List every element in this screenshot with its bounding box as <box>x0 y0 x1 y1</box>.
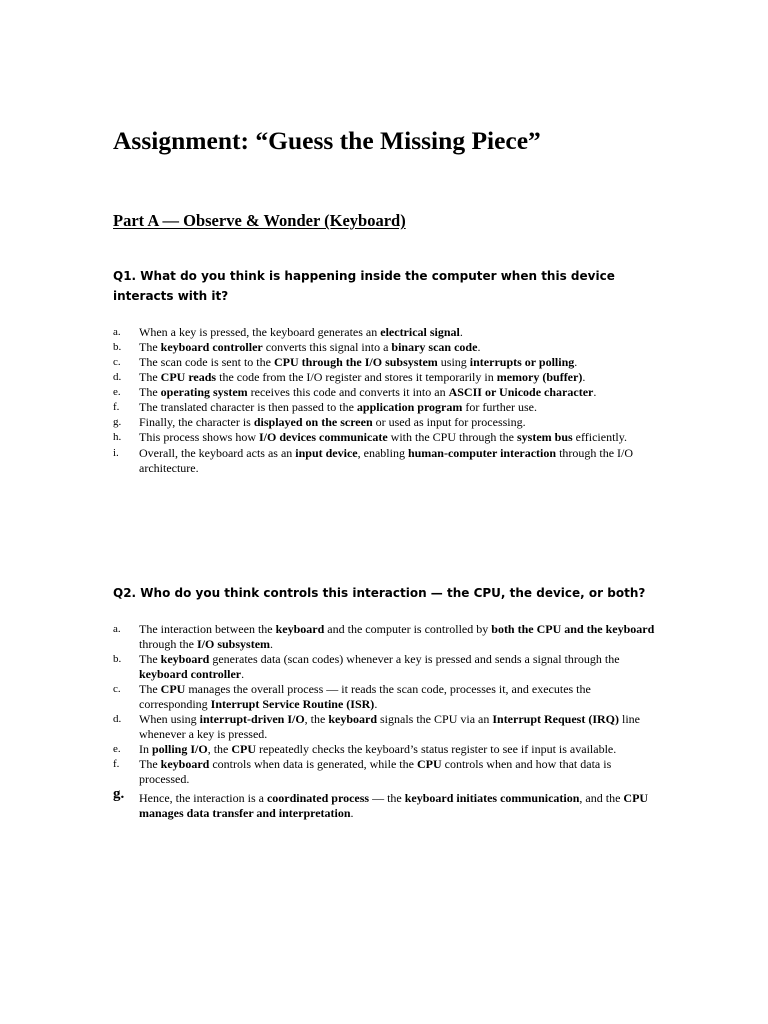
answer-item <box>113 786 658 821</box>
answer-text: The <box>139 340 161 354</box>
answer-text: The <box>139 682 161 696</box>
answer-marker: d. <box>113 713 122 725</box>
answer-text: The <box>139 757 161 771</box>
answer-text: controls when data is generated, while the <box>209 757 417 771</box>
answer-text: . <box>477 340 481 354</box>
answer-item <box>113 400 658 415</box>
answer-text: The <box>139 385 161 399</box>
answer-text: When using <box>139 712 200 726</box>
answer-text: and the computer is controlled by <box>324 622 492 636</box>
answer-marker: d. <box>113 371 122 383</box>
answer-text: — the <box>369 791 405 805</box>
answer-text: through the I/O architecture. <box>139 446 634 475</box>
answer-text: The scan code is sent to the <box>139 355 274 369</box>
answer-emphasis: displayed on the screen <box>253 415 373 429</box>
answer-text: efficiently. <box>572 430 627 444</box>
question-2: Q2. Who do you think controls this interaction — the CPU, the device, or both? <box>113 586 646 600</box>
answer-item <box>113 355 658 370</box>
answer-text: The <box>139 652 161 666</box>
answer-text: Finally, the character is <box>139 415 254 429</box>
answer-text: Overall, the keyboard acts as an <box>139 446 296 460</box>
answer-emphasis: coordinated process <box>266 791 370 805</box>
answer-text: When a key is pressed, the keyboard generates an <box>139 325 381 339</box>
answer-marker: c. <box>113 683 121 695</box>
answer-marker: f. <box>113 401 120 413</box>
question-1: Q1. What do you think is happening inside the computer when this device interacts with it? <box>113 269 615 303</box>
answer-emphasis: Interrupt Request (IRQ) <box>492 712 619 726</box>
answer-item <box>113 757 658 787</box>
answer-emphasis: Interrupt Service Routine (ISR) <box>210 697 375 711</box>
document-title: Assignment: “Guess the Missing Piece” <box>113 126 541 155</box>
answer-text: Hence, the interaction is a <box>139 791 267 805</box>
answer-marker: h. <box>113 431 122 443</box>
answer-emphasis: keyboard controller <box>160 340 263 354</box>
answer-item <box>113 430 658 445</box>
answer-text: . <box>459 325 463 339</box>
answer-text: . <box>374 697 378 711</box>
answer-text: , the <box>304 712 329 726</box>
answer-emphasis: I/O subsystem <box>197 637 271 651</box>
answer-emphasis: system bus <box>516 430 573 444</box>
answer-emphasis: CPU <box>231 742 257 756</box>
answer-text: using <box>437 355 470 369</box>
answer-text: The <box>139 370 161 384</box>
answer-emphasis: ASCII or Unicode character <box>448 385 594 399</box>
answer-marker: a. <box>113 623 121 635</box>
answer-marker: b. <box>113 341 122 353</box>
answer-text: The translated character is then passed to the <box>139 400 357 414</box>
answer-marker: f. <box>113 758 120 770</box>
answer-text: signals the CPU via an <box>377 712 493 726</box>
answer-item <box>113 446 658 476</box>
answer-marker: e. <box>113 743 121 755</box>
answer-text: generates data (scan codes) whenever a key is pressed and sends a signal through the <box>209 652 620 666</box>
answer-text: , enabling <box>357 446 408 460</box>
answer-emphasis: CPU <box>160 682 186 696</box>
answer-text: . <box>241 667 245 681</box>
answer-item <box>113 385 658 400</box>
answer-item <box>113 712 658 742</box>
answer-item <box>113 622 658 652</box>
answer-text: converts this signal into a <box>262 340 392 354</box>
answer-item <box>113 682 658 712</box>
question-1-answers <box>113 325 658 476</box>
answer-emphasis: keyboard <box>275 622 325 636</box>
answer-text: with the CPU through the <box>387 430 517 444</box>
answer-text: repeatedly checks the keyboard’s status register to see if input is available. <box>256 742 617 756</box>
answer-text: , and the <box>579 791 624 805</box>
answer-emphasis: memory (buffer) <box>496 370 583 384</box>
answer-emphasis: I/O devices communicate <box>259 430 388 444</box>
answer-emphasis: keyboard <box>328 712 378 726</box>
answer-emphasis: CPU through the I/O subsystem <box>273 355 438 369</box>
answer-text: , the <box>207 742 232 756</box>
answer-text: the code from the I/O register and stores it temporarily in <box>216 370 497 384</box>
answer-emphasis: keyboard initiates communication <box>404 791 580 805</box>
answer-text: for further use. <box>462 400 538 414</box>
answer-item <box>113 325 658 340</box>
answer-emphasis: interrupts or polling <box>469 355 575 369</box>
answer-marker: c. <box>113 356 121 368</box>
answer-emphasis: CPU manages data transfer and interpretation <box>139 791 649 820</box>
answer-text: . <box>582 370 586 384</box>
answer-emphasis: keyboard <box>160 757 210 771</box>
answer-text: . <box>350 806 354 820</box>
answer-text: The interaction between the <box>139 622 276 636</box>
answer-emphasis: binary scan code <box>391 340 478 354</box>
answer-text: . <box>593 385 597 399</box>
answer-text: manages the overall process — it reads the scan code, processes it, and executes the corresponding <box>139 682 591 711</box>
answer-marker: i. <box>113 447 119 459</box>
answer-emphasis: keyboard <box>160 652 210 666</box>
answer-marker: e. <box>113 386 121 398</box>
answer-text: receives this code and converts it into an <box>247 385 449 399</box>
answer-text: . <box>574 355 578 369</box>
answer-emphasis: interrupt-driven I/O <box>199 712 305 726</box>
answer-item <box>113 742 658 757</box>
answer-marker: g. <box>113 416 122 428</box>
answer-emphasis: CPU reads <box>160 370 217 384</box>
answer-item <box>113 415 658 430</box>
answer-emphasis: keyboard controller <box>139 667 242 681</box>
answer-text: . <box>270 637 274 651</box>
answer-marker: g. <box>113 786 125 802</box>
answer-emphasis: polling I/O <box>152 742 208 756</box>
answer-item <box>113 340 658 355</box>
answer-item <box>113 370 658 385</box>
part-a-heading: Part A — Observe & Wonder (Keyboard) <box>113 211 406 230</box>
answer-emphasis: input device <box>295 446 358 460</box>
answer-text: This process shows how <box>139 430 259 444</box>
answer-emphasis: human-computer interaction <box>407 446 557 460</box>
answer-emphasis: both the CPU and the keyboard <box>491 622 655 636</box>
answer-emphasis: electrical signal <box>380 325 460 339</box>
answer-marker: a. <box>113 326 121 338</box>
answer-item <box>113 652 658 682</box>
answer-emphasis: CPU <box>416 757 442 771</box>
answer-text: through the <box>139 637 197 651</box>
answer-text: controls when and how that data is processed. <box>139 757 612 786</box>
answer-emphasis: operating system <box>160 385 248 399</box>
answer-text: line whenever a key is pressed. <box>139 712 640 741</box>
answer-marker: b. <box>113 653 122 665</box>
question-2-answers <box>113 622 658 821</box>
answer-emphasis: application program <box>356 400 463 414</box>
answer-text: or used as input for processing. <box>372 415 526 429</box>
answer-text: In <box>139 742 152 756</box>
